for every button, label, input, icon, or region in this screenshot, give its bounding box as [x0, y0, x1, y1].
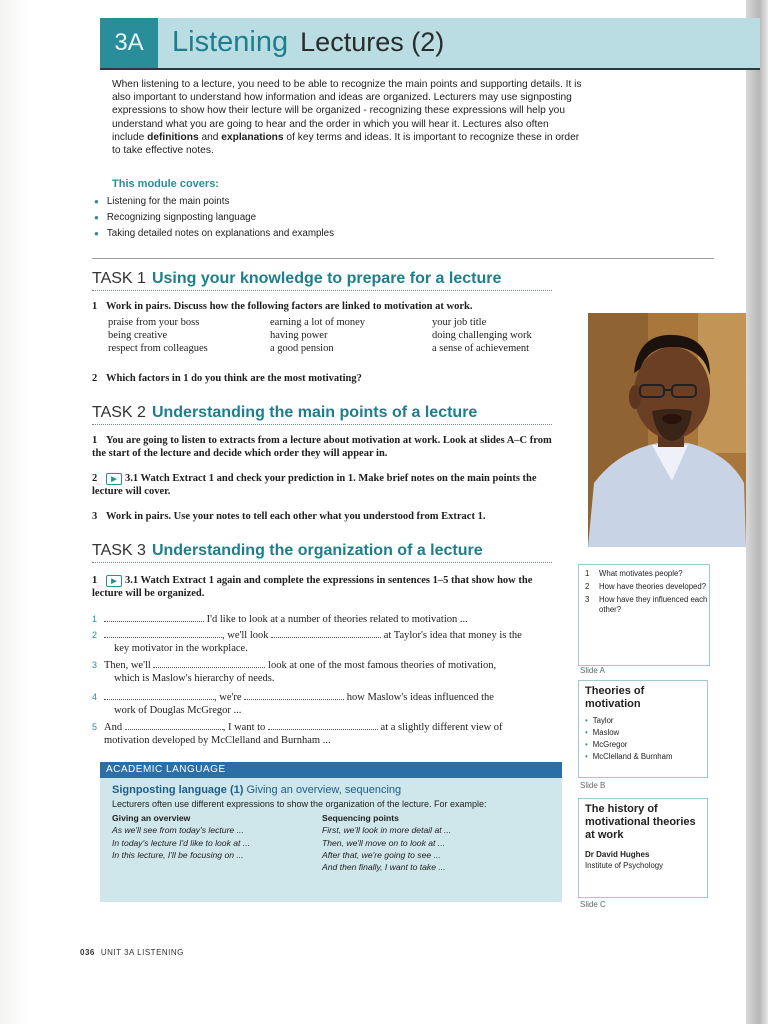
task3-heading — [92, 542, 483, 560]
answer-gap[interactable] — [244, 690, 344, 700]
intro-text-and: and — [198, 131, 222, 143]
sequencing-phrase: First, we'll look in more detail at ... — [322, 825, 452, 836]
module-item: ● Listening for the main points — [94, 194, 334, 210]
question-text: Which factors in 1 do you think are the most motivating? — [106, 373, 362, 384]
sentence-number: 3 — [92, 660, 98, 670]
task2-question-1 — [92, 434, 562, 460]
answer-gap[interactable] — [104, 628, 222, 638]
answer-gap[interactable] — [104, 690, 214, 700]
item-text: How have they influenced each other? — [599, 595, 708, 614]
sentence-number: 2 — [92, 630, 98, 640]
sentence-text: , we'll look — [222, 630, 269, 641]
sequencing-phrase: Then, we'll move on to look at ... — [322, 837, 445, 848]
academic-language-header: ACADEMIC LANGUAGE — [100, 762, 562, 778]
textbook-page — [40, 18, 746, 988]
sentence-text: work of Douglas McGregor ... — [114, 705, 242, 716]
slide-c-institute: Institute of Psychology — [585, 861, 664, 870]
gap-sentence-4 — [92, 690, 568, 717]
page-footer — [80, 948, 184, 957]
question-text: Watch Extract 1 and check your prediction in 1. Make brief notes on the main points the lecture will cover. — [92, 473, 537, 497]
task2-dotted-rule — [92, 424, 552, 425]
intro-text-1: When listening to a lecture, you need to be able to recognize the main points and supporting details. It is also important to understand how information and ideas are organized. Lecturers may use signposting expressions to show how their lecture will be organized - recognizing these expressions will help you understand what you are going to hear and the order in which you will hear it. Lectures also often include — [112, 79, 582, 143]
module-covers-list — [94, 194, 334, 242]
overview-phrase: In this lecture, I'll be focusing on ... — [112, 849, 244, 860]
intro-bold-definitions: definitions — [147, 131, 199, 143]
unit-code: 3A — [100, 18, 158, 68]
lecturer-illustration — [588, 313, 746, 547]
sentence-number: 1 — [92, 614, 98, 624]
question-number: 2 — [92, 373, 98, 384]
task1-heading — [92, 270, 501, 288]
question-text: Watch Extract 1 again and complete the expressions in sentences 1–5 that show how the lecture will be organized. — [92, 575, 533, 599]
intro-bold-explanations: explanations — [221, 131, 284, 143]
overview-heading: Giving an overview — [112, 813, 191, 823]
slide-a-label: Slide A — [580, 666, 605, 675]
slide-b-item: • McClelland & Burnham — [585, 751, 701, 763]
lecturer-photo — [588, 313, 746, 547]
gap-sentence-1 — [92, 612, 568, 626]
slide-c-title: The history of motivational theories at work — [585, 803, 696, 841]
question-text: Work in pairs. Use your notes to tell each other what you understood from Extract 1. — [106, 511, 486, 522]
sequencing-column — [322, 812, 532, 873]
factor-item: having power — [270, 330, 328, 341]
gap-sentence-5 — [92, 720, 568, 747]
module-covers-title: This module covers: — [112, 178, 219, 190]
overview-phrase: In today's lecture I'd like to look at ... — [112, 837, 250, 848]
task1-title: Using your knowledge to prepare for a lecture — [151, 270, 502, 287]
sentence-text: motivation developed by McClelland and Burnham ... — [104, 735, 331, 746]
track-number: 3.1 — [125, 575, 139, 586]
item-number: 2 — [585, 582, 590, 591]
page-subtitle: Lectures (2) — [300, 27, 445, 57]
sentence-text: Then, we'll — [104, 660, 151, 671]
answer-gap[interactable] — [153, 658, 265, 668]
question-number: 2 — [92, 473, 98, 484]
intro-text-2: of key terms and ideas. It is important to recognize these in order to take effective notes. — [112, 131, 580, 157]
item-number: 3 — [585, 595, 590, 604]
sequencing-phrase: And then finally, I want to take ... — [322, 862, 446, 873]
slide-c-label: Slide C — [580, 900, 606, 909]
slide-c-speaker: Dr David Hughes — [585, 850, 650, 859]
academic-title-bold: Signposting language (1) — [112, 784, 244, 796]
sentence-number: 4 — [92, 692, 98, 702]
slide-b-item: • Taylor — [585, 715, 701, 727]
sentence-text: look at one of the most famous theories of motivation, — [265, 660, 497, 671]
question-number: 1 — [92, 575, 98, 586]
question-text: Work in pairs. Discuss how the following factors are linked to motivation at work. — [106, 301, 473, 312]
footer-label: UNIT 3A LISTENING — [100, 948, 184, 957]
slide-a-item — [585, 582, 709, 592]
page-number: 036 — [80, 948, 95, 957]
task1-number: TASK 1 — [92, 270, 146, 287]
answer-gap[interactable] — [268, 720, 378, 730]
overview-phrase: As we'll see from today's lecture ... — [112, 825, 244, 836]
sentence-text: at Taylor's idea that money is the — [381, 630, 522, 641]
factor-item: a good pension — [270, 343, 334, 354]
academic-title-rest: Giving an overview, sequencing — [243, 784, 402, 796]
sequencing-phrase: After that, we're going to see ... — [322, 849, 441, 860]
academic-intro: Lecturers often use different expressions to show the organization of the lecture. For example: — [112, 799, 487, 809]
task1-dotted-rule — [92, 290, 552, 291]
task2-number: TASK 2 — [92, 404, 146, 421]
factor-item: your job title — [432, 317, 487, 328]
module-item: ● Taking detailed notes on explanations and examples — [94, 226, 334, 242]
slide-b-title: Theories of motivation — [585, 685, 645, 710]
slide-a-item — [585, 569, 709, 579]
question-text: You are going to listen to extracts from a lecture about motivation at work. Look at slides A–C from the start of the lecture and decide which order they will appear in. — [92, 435, 552, 459]
task3-title: Understanding the organization of a lecture — [151, 542, 483, 559]
answer-gap[interactable] — [125, 720, 223, 730]
sentence-text: And — [104, 722, 123, 733]
banner-rule — [100, 68, 760, 70]
factor-item: doing challenging work — [432, 330, 532, 341]
sentence-text: , I want to — [222, 722, 266, 733]
task3-number: TASK 3 — [92, 542, 146, 559]
section-divider — [92, 258, 714, 259]
sentence-number: 5 — [92, 722, 98, 732]
task3-dotted-rule — [92, 562, 552, 563]
slide-a-item — [585, 595, 709, 615]
video-icon: ▶ — [106, 473, 122, 485]
academic-columns — [112, 812, 562, 873]
task2-question-3 — [92, 510, 562, 523]
sentence-text: which is Maslow's hierarchy of needs. — [114, 673, 275, 684]
slide-a — [578, 564, 710, 666]
sentence-text: key motivator in the workplace. — [114, 643, 248, 654]
slide-b-label: Slide B — [580, 781, 606, 790]
factor-item: respect from colleagues — [108, 343, 208, 354]
slide-a-questions — [579, 569, 709, 615]
factor-item: being creative — [108, 330, 168, 341]
intro-paragraph — [112, 78, 582, 157]
sentence-text: , we're — [214, 692, 242, 703]
slide-b — [578, 680, 708, 778]
module-item: ● Recognizing signposting language — [94, 210, 334, 226]
factor-item: praise from your boss — [108, 317, 200, 328]
sentence-text: at a slightly different view of — [377, 722, 503, 733]
item-text: What motivates people? — [599, 569, 683, 578]
page-title — [172, 26, 444, 59]
sentence-text: how Maslow's ideas influenced the — [344, 692, 494, 703]
page-edge-shadow — [746, 0, 768, 1024]
slide-c — [578, 798, 708, 898]
question-number: 1 — [92, 435, 98, 446]
task2-title: Understanding the main points of a lecture — [151, 404, 478, 421]
academic-language-title — [112, 784, 562, 796]
slide-b-item: • Maslow — [585, 727, 701, 739]
question-number: 3 — [92, 511, 98, 522]
sentence-text: I'd like to look at a number of theories related to motivation ... — [204, 614, 468, 625]
task2-heading — [92, 404, 477, 422]
task2-question-2 — [92, 472, 562, 498]
item-number: 1 — [585, 569, 590, 578]
video-icon: ▶ — [106, 575, 122, 587]
answer-gap[interactable] — [104, 612, 204, 622]
gap-sentence-2 — [92, 628, 568, 655]
item-text: How have theories developed? — [599, 582, 707, 591]
overview-column — [112, 812, 322, 873]
factor-item: a sense of achievement — [432, 343, 530, 354]
page-title-main: Listening — [172, 26, 289, 58]
gap-sentence-3 — [92, 658, 568, 685]
answer-gap[interactable] — [271, 628, 381, 638]
task1-question-2 — [92, 372, 562, 385]
task3-question-1 — [92, 574, 562, 600]
slide-b-item: • McGregor — [585, 739, 701, 751]
title-banner — [100, 18, 760, 68]
sequencing-heading: Sequencing points — [322, 813, 399, 823]
track-number: 3.1 — [125, 473, 139, 484]
slide-b-list — [585, 715, 701, 763]
question-number: 1 — [92, 301, 98, 312]
factor-item: earning a lot of money — [270, 317, 366, 328]
academic-language-box — [100, 762, 562, 902]
page-gutter-shadow — [0, 0, 30, 1024]
task1-question-1 — [92, 300, 562, 313]
factors-list — [108, 316, 558, 355]
